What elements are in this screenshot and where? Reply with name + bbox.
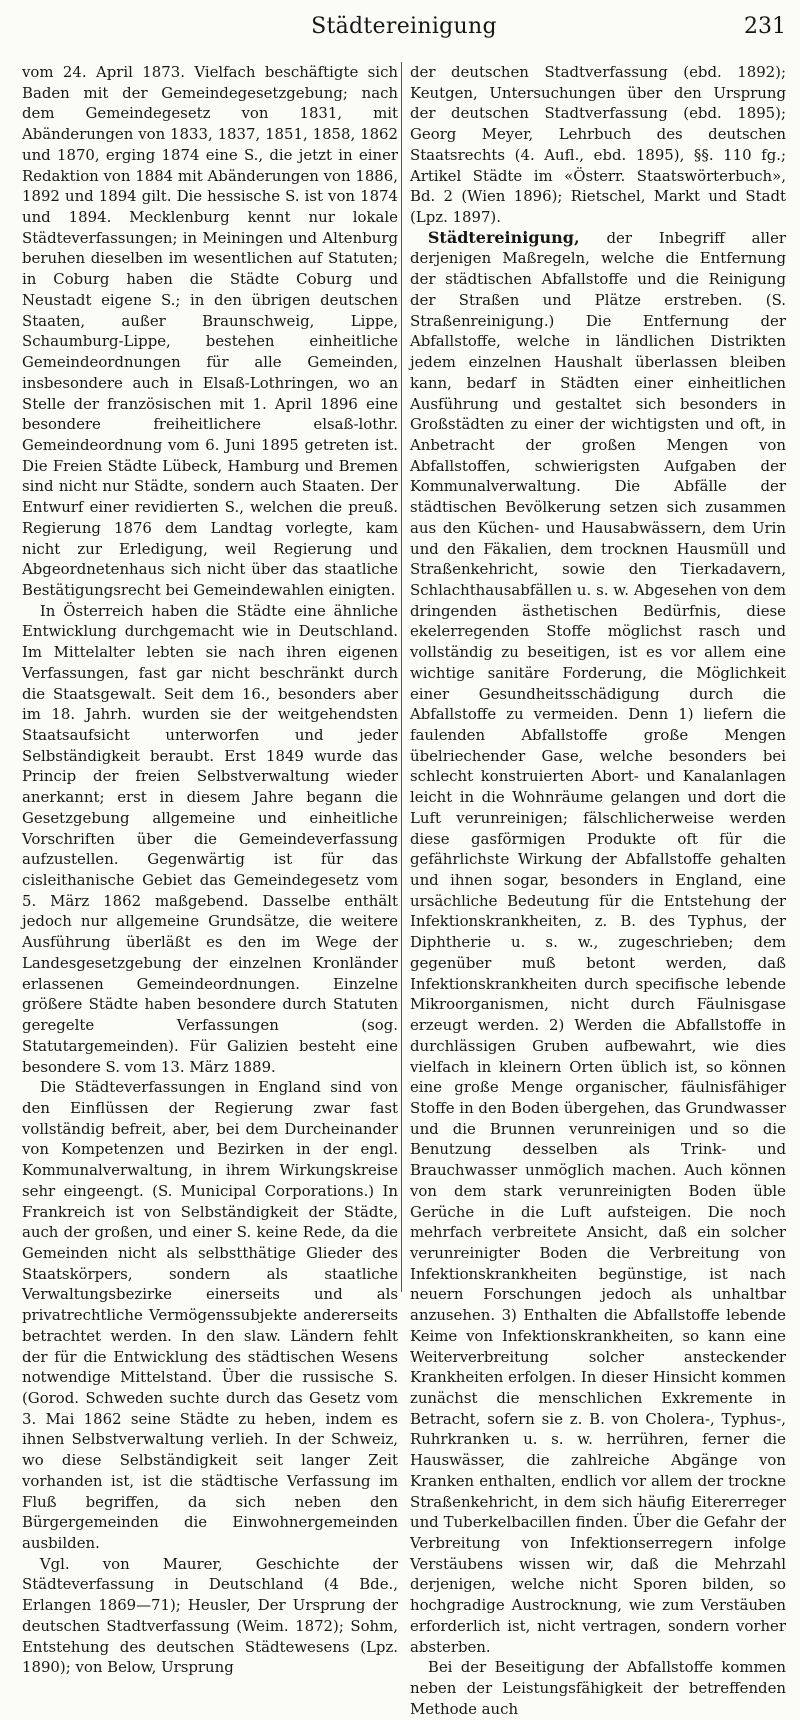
entry-text: der Inbegriff aller derjenigen Maßregeln, welche die Entfernung der städtischen Abfallstoffe und die Reinigung der Straßen und Plätze erstreben. (S. Straßenreinigung.) Die Entfernung der Abfallstoffe, welche in ländlichen Distrikten jedem einzelnen Haushalt überlassen bleiben kann, bedarf in Städten einer einheitlichen Ausführung und gestaltet sich besonders in Großstädten zu einer der wichtigsten und oft, in Anbetracht der großen Mengen von Abfallstoffen, schwierigsten Aufgaben der Kommunalverwaltung. Die Abfälle der städtischen Bevölkerung setzen sich zusammen aus den Küchen- und Hausabwässern, dem Urin und den Fäkalien, dem trocknen Hausmüll und Straßenkehricht, sowie den Tierkadavern, Schlachthausabfällen u. s. w. Abgesehen von dem dringenden ästhetischen Bedürfnis, diese ekelerregenden Stoffe möglichst rasch und vollständig zu beseitigen, ist es vor allem eine wichtige sanitäre Forderung, die Möglichkeit einer Gesundheitsschädigung durch die Abfallstoffe zu vermeiden. Denn 1) liefern die faulenden Abfallstoffe große Mengen übelriechender Gase, welche besonders bei schlecht konstruierten Abort- und Kanalanlagen leicht in die Wohnräume gelangen und dort die Luft verunreinigen; fälschlicherweise werden diese gasförmigen Produkte oft für die gefährlichste Wirkung der Abfallstoffe gehalten und ihnen sogar, besonders in England, eine ursächliche Bedeutung für die Entstehung der Infektionskrankheiten, z. B. des Typhus, der Diphtherie u. s. w., zugeschrieben; dem gegenüber muß betont werden, daß Infektionskrankheiten durch specifische lebende Mikroorganismen, nicht durch Fäulnisgase erzeugt werden. 2) Werden die Abfallstoffe in durchlässigen Gruben aufbewahrt, wie dies vielfach in kleinern Orten üblich ist, so können eine große Menge organischer, fäulnisfähiger Stoffe in den Boden übergehen, das Grundwasser und die Brunnen verunreinigen und so die Benutzung desselben als Trink- und Brauchwasser unmöglich machen. Auch können von dem stark verunreinigten Boden üble Gerüche in die Luft aufsteigen. Die noch mehrfach verbreitete Ansicht, daß ein solcher verunreinigter Boden die Verbreitung von Infektionskrankheiten begünstige, ist nach neuern Forschungen jedoch als unhaltbar anzusehen. 3) Enthalten die Abfallstoffe lebende Keime von Infektionskrankheiten, so kann eine Weiterverbreitung solcher ansteckender Krankheiten erfolgen. In dieser Hinsicht kommen zunächst die menschlichen Exkremente in Betracht, sofern sie z. B. von Cholera-, Typhus-, Ruhrkranken u. s. w. herrühren, ferner die Hauswässer, die zahlreiche Abgänge von Kranken enthalten, endlich vor allem der trockne Straßenkehricht, in dem sich häufig Eitererreger und Tuberkelbacillen finden. Über die Gefahr der Verbreitung von Infektionserregern infolge Verstäubens wissen wir, daß die Mehrzahl derjenigen, welche nicht Sporen bilden, so hochgradige Austrocknung, wie zum Verstäuben erforderlich ist, nicht vertragen, sondern vorher absterben. xyxy=(410,228,787,1656)
paragraph: Bei der Beseitigung der Abfallstoffe kommen neben der Leistungsfähigkeit der betreffenden Methode auch xyxy=(410,1658,786,1718)
left-column xyxy=(22,62,398,1678)
running-title: Städtereinigung xyxy=(311,14,497,39)
right-column xyxy=(410,62,786,1720)
column-divider xyxy=(401,62,402,1292)
paragraph: vom 24. April 1873. Vielfach beschäftigte sich Baden mit der Gemeindegesetzgebung; nach dem Gemeindegesetz von 1831, mit Abänderungen von 1833, 1837, 1851, 1858, 1862 und 1870, erging 1874 eine S., die jetzt in einer Redaktion von 1884 mit Abänderungen von 1886, 1892 und 1894 gilt. Die hessische S. ist von 1874 und 1894. Mecklenburg kennt nur lokale Städteverfassungen; in Meiningen und Altenburg beruhen dieselben im wesentlichen auf Statuten; in Coburg haben die Städte Coburg und Neustadt eigene S.; in den übrigen deutschen Staaten, außer Braunschweig, Lippe, Schaumburg-Lippe, bestehen einheitliche Gemeindeordnungen für alle Gemeinden, insbesondere auch in Elsaß-Lothringen, wo an Stelle der französischen mit 1. April 1896 eine besondere freiheitlichere elsaß-lothr. Gemeindeordnung vom 6. Juni 1895 getreten ist. Die Freien Städte Lübeck, Hamburg und Bremen sind nicht nur Städte, sondern auch Staaten. Der Entwurf einer revidierten S., welchen die preuß. Regierung 1876 dem Landtag vorlegte, kam nicht zur Erledigung, weil Regierung und Abgeordnetenhaus sich nicht über das staatliche Bestätigungsrecht bei Gemeindewahlen einigten. xyxy=(22,63,398,599)
page-number: 231 xyxy=(744,14,786,39)
paragraph: Vgl. von Maurer, Geschichte der Städteverfassung in Deutschland (4 Bde., Erlangen 1869—71); Heusler, Der Ursprung der deutschen Stadtverfassung (Weim. 1872); Sohm, Entstehung des deutschen Städtewesens (Lpz. 1890); von Below, Ursprung xyxy=(22,1554,398,1677)
entry-lemma: Städtereinigung, xyxy=(427,227,580,247)
paragraph: Die Städteverfassungen in England sind von den Einflüssen der Regierung zwar fast vollständig befreit, aber, bei dem Durcheinander von Kompetenzen und Bezirken in der engl. Kommunalverwaltung, in ihrem Wirkungskreise sehr eingeengt. (S. Municipal Corporations.) In Frankreich ist von Selbständigkeit der Städte, auch der großen, und einer S. keine Rede, da die Gemeinden nicht als selbstthätige Glieder des Staatskörpers, sondern als staatliche Verwaltungsbezirke einerseits und als privatrechtliche Vermögenssubjekte andererseits betrachtet werden. In den slaw. Ländern fehlt der für die Entwicklung des städtischen Wesens notwendige Mittelstand. Über die russische S. (Gorod. Schweden suchte durch das Gesetz vom 3. Mai 1862 seine Städte zu heben, indem es ihnen Selbstverwaltung verlieh. In der Schweiz, wo diese Selbständigkeit seit langer Zeit vorhanden ist, ist die städtische Verfassung im Fluß begriffen, da sich neben den Bürgergemeinden die Einwohnergemeinden ausbilden. xyxy=(22,1078,398,1553)
page-header xyxy=(22,8,786,52)
entry-paragraph xyxy=(410,228,786,1658)
paragraph: In Österreich haben die Städte eine ähnliche Entwicklung durchgemacht wie in Deutschland. Im Mittelalter lebten sie nach ihren eigenen Verfassungen, fast gar nicht beschränkt durch die Staatsgewalt. Seit dem 16., besonders aber im 18. Jahrh. wurden sie der weitgehendsten Staatsaufsicht unterworfen und jeder Selbständigkeit beraubt. Erst 1849 wurde das Princip der freien Selbstverwaltung wieder anerkannt; erst in diesem Jahre begann die Gesetzgebung allgemeine und einheitliche Vorschriften über die Gemeindeverfassung aufzustellen. Gegenwärtig ist für das cisleithanische Gebiet das Gemeindegesetz vom 5. März 1862 maßgebend. Dasselbe enthält jedoch nur allgemeine Grundsätze, die weitere Ausführung überläßt es den im Wege der Landesgesetzgebung der einzelnen Kronländer erlassenen Gemeindeordnungen. Einzelne größere Städte haben besondere durch Statuten geregelte Verfassungen (sog. Statutargemeinden). Für Galizien besteht eine besondere S. vom 13. März 1889. xyxy=(22,601,398,1076)
paragraph: der deutschen Stadtverfassung (ebd. 1892); Keutgen, Untersuchungen über den Ursprung der deutschen Stadtverfassung (ebd. 1895); Georg Meyer, Lehrbuch des deutschen Staatsrechts (4. Aufl., ebd. 1895), §§. 110 fg.; Artikel Städte im «Österr. Staatswörterbuch», Bd. 2 (Wien 1896); Rietschel, Markt und Stadt (Lpz. 1897). xyxy=(410,63,786,227)
